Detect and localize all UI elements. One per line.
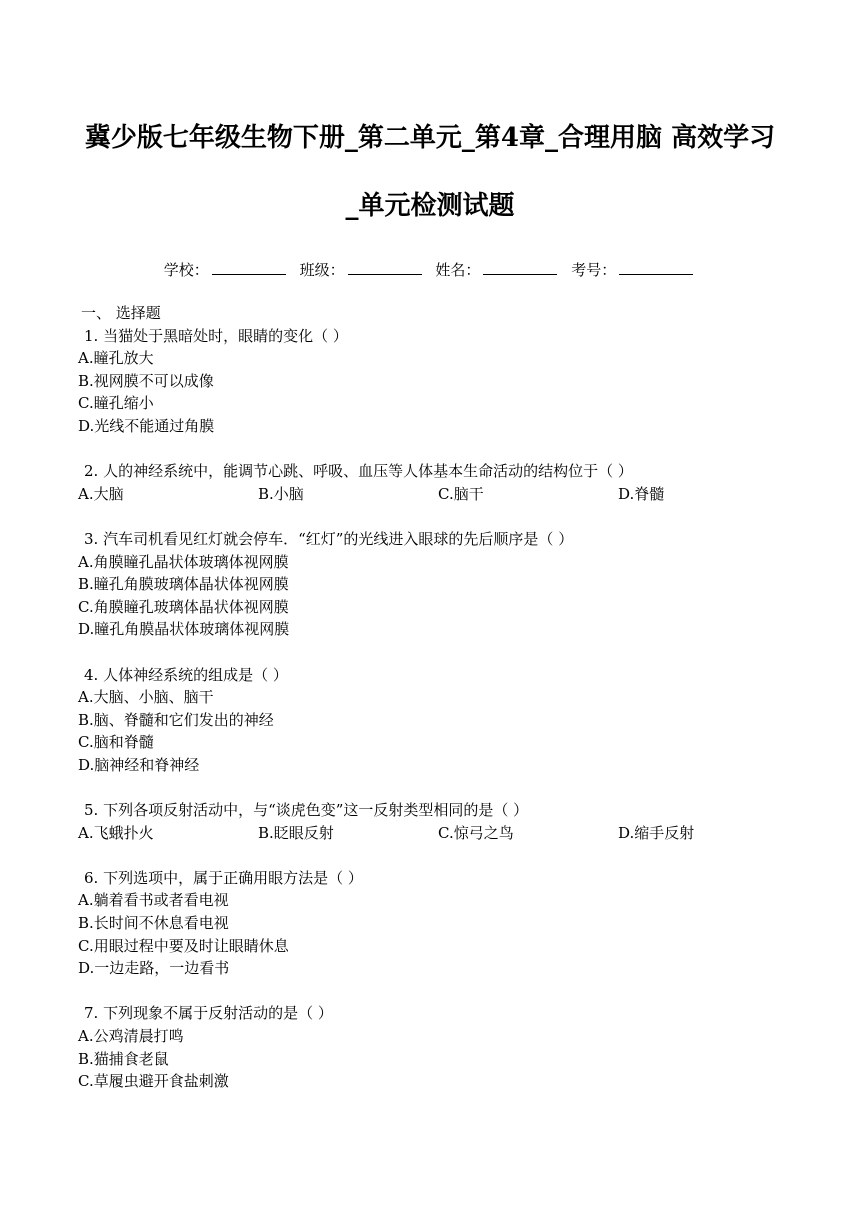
name-label: 姓名： (435, 261, 481, 279)
option: B.脑、脊髓和它们发出的神经 (78, 710, 274, 729)
question-stem: 4. 人体神经系统的组成是（ ） (84, 665, 288, 684)
option: A.大脑、小脑、脑干 (78, 688, 214, 707)
question-stem: 5. 下列各项反射活动中，与“谈虎色变”这一反射类型相同的是（ ） (84, 801, 529, 820)
option: B.视网膜不可以成像 (78, 371, 214, 390)
class-blank[interactable] (348, 260, 422, 275)
option: D.一边走路，一边看书 (78, 959, 230, 978)
option: B.眨眼反射 (258, 823, 334, 842)
school-blank[interactable] (212, 260, 286, 275)
question-stem: 1. 当猫处于黑暗处时，眼睛的变化（ ） (84, 326, 348, 345)
section-heading: 一、 选择题 (81, 304, 161, 322)
option: D.瞳孔角膜晶状体玻璃体视网膜 (78, 620, 290, 639)
question-stem: 6. 下列选项中，属于正确用眼方法是（ ） (84, 868, 363, 887)
option: D.缩手反射 (618, 823, 695, 842)
option: B.猫捕食老鼠 (78, 1049, 169, 1068)
option: D.脑神经和脊神经 (78, 755, 200, 774)
option: A.躺着看书或者看电视 (78, 891, 229, 910)
option: B.瞳孔角膜玻璃体晶状体视网膜 (78, 575, 289, 594)
document-title-line-2: _单元检测试题 (345, 191, 515, 221)
option: A.飞蛾扑火 (78, 823, 154, 842)
exam-number-blank[interactable] (619, 260, 693, 275)
option: C.角膜瞳孔玻璃体晶状体视网膜 (78, 597, 289, 616)
question-list (78, 302, 798, 1093)
option-row (78, 822, 798, 845)
option-row (78, 483, 798, 506)
option: D.光线不能通过角膜 (78, 416, 215, 435)
option: B.小脑 (258, 484, 304, 503)
option: B.长时间不休息看电视 (78, 914, 229, 933)
option: C.草履虫避开食盐刺激 (78, 1072, 229, 1091)
option: C.瞳孔缩小 (78, 394, 154, 413)
exam-number-label: 考号： (571, 261, 617, 279)
option: A.角膜瞳孔晶状体玻璃体视网膜 (78, 552, 289, 571)
option: A.瞳孔放大 (78, 349, 154, 368)
document-title-line-1: 冀少版七年级生物下册_第二单元_第4章_合理用脑 高效学习 (84, 123, 776, 153)
school-label: 学校： (163, 261, 209, 279)
class-label: 班级： (299, 261, 345, 279)
option: C.惊弓之鸟 (438, 823, 514, 842)
question-stem: 2. 人的神经系统中，能调节心跳、呼吸、血压等人体基本生命活动的结构位于（ ） (84, 462, 633, 481)
name-blank[interactable] (483, 260, 557, 275)
option: D.脊髓 (618, 484, 665, 503)
option: C.脑干 (438, 484, 484, 503)
option: C.用眼过程中要及时让眼睛休息 (78, 936, 289, 955)
option: C.脑和脊髓 (78, 733, 154, 752)
option: A.大脑 (78, 484, 124, 503)
question-stem: 3. 汽车司机看见红灯就会停车．“红灯”的光线进入眼球的先后顺序是（ ） (84, 529, 574, 548)
student-info-line (0, 258, 860, 282)
question-stem: 7. 下列现象不属于反射活动的是（ ） (84, 1004, 333, 1023)
option: A.公鸡清晨打鸣 (78, 1027, 184, 1045)
